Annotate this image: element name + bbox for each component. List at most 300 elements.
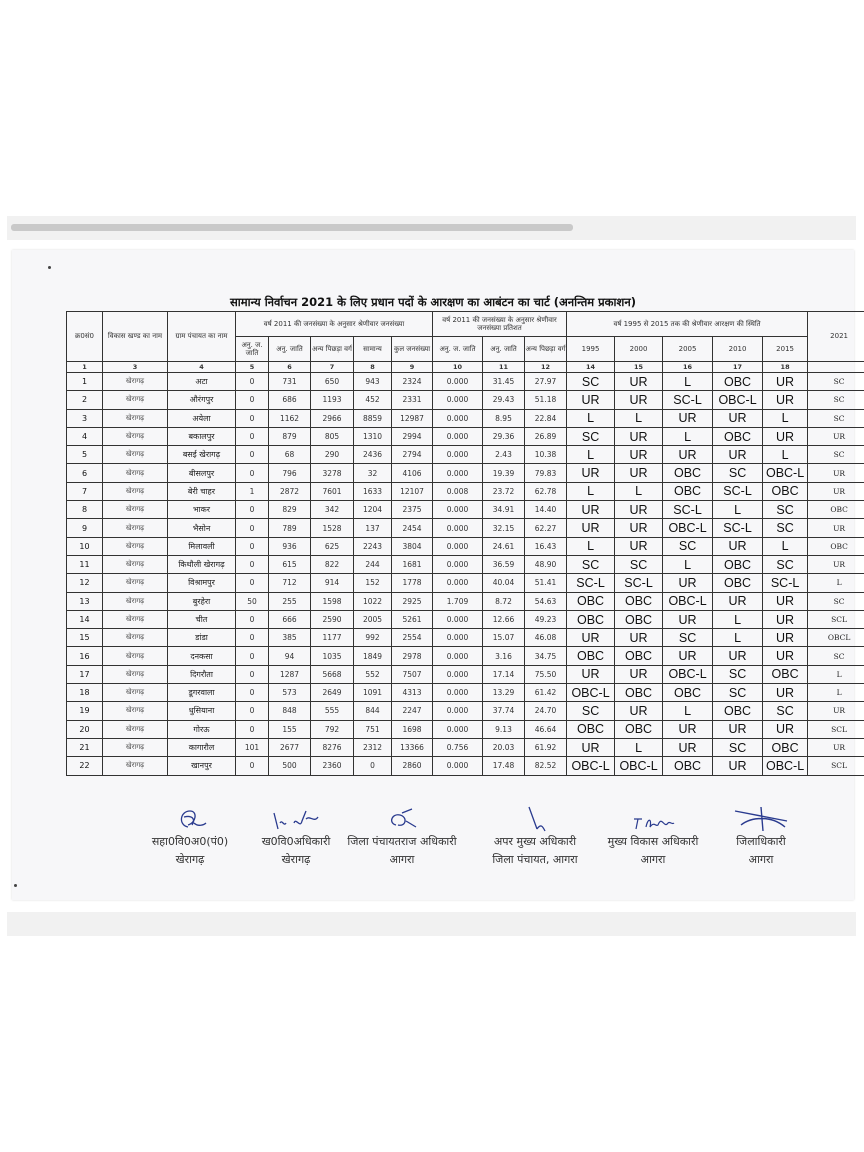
scroll-bar[interactable] xyxy=(11,224,573,231)
cell-2015: L xyxy=(763,409,808,427)
cell-gram-panchayat: किथौली खेरागढ़ xyxy=(168,555,236,573)
cell-2015: UR xyxy=(763,592,808,610)
cell-st: 0 xyxy=(236,391,269,409)
cell-sno: 22 xyxy=(67,757,103,775)
cell-gram-panchayat: डांडा xyxy=(168,629,236,647)
cell-2015: SC xyxy=(763,702,808,720)
cell-obc: 555 xyxy=(311,702,354,720)
cell-total: 3804 xyxy=(392,537,433,555)
cell-2000: OBC-L xyxy=(615,757,663,775)
cell-gram-panchayat: बसई खेरागढ़ xyxy=(168,446,236,464)
column-number: 1 xyxy=(67,362,103,373)
cell-1995: UR xyxy=(567,738,615,756)
cell-sc: 2872 xyxy=(269,482,311,500)
cell-st: 0 xyxy=(236,501,269,519)
cell-obc-pct: 14.40 xyxy=(525,501,567,519)
cell-2021: UR xyxy=(808,482,864,500)
cell-2015: SC xyxy=(763,501,808,519)
cell-2000: OBC xyxy=(615,592,663,610)
cell-total: 7507 xyxy=(392,665,433,683)
table-row xyxy=(67,610,864,628)
cell-total: 12107 xyxy=(392,482,433,500)
cell-st: 0 xyxy=(236,373,269,391)
cell-obc-pct: 26.89 xyxy=(525,427,567,445)
table-row xyxy=(67,592,864,610)
cell-obc-pct: 49.23 xyxy=(525,610,567,628)
cell-general: 32 xyxy=(354,464,392,482)
cell-sc-pct: 29.43 xyxy=(483,391,525,409)
header-sc-pct: अनु. जाति xyxy=(483,337,525,362)
cell-st-pct: 0.000 xyxy=(433,501,483,519)
cell-obc-pct: 22.84 xyxy=(525,409,567,427)
signature-1-place: खेरागढ़ xyxy=(175,853,205,867)
cell-block: खेरागढ़ xyxy=(103,684,168,702)
signature-block-3 xyxy=(338,805,466,869)
cell-obc-pct: 79.83 xyxy=(525,464,567,482)
cell-block: खेरागढ़ xyxy=(103,647,168,665)
cell-sno: 6 xyxy=(67,464,103,482)
column-number: 8 xyxy=(354,362,392,373)
header-obc-pct: अन्य पिछड़ा वर्ग xyxy=(525,337,567,362)
cell-st: 0 xyxy=(236,665,269,683)
cell-sc: 796 xyxy=(269,464,311,482)
cell-general: 452 xyxy=(354,391,392,409)
cell-2015: OBC-L xyxy=(763,757,808,775)
cell-1995: SC xyxy=(567,555,615,573)
table-row xyxy=(67,409,864,427)
cell-gram-panchayat: बुरहेरा xyxy=(168,592,236,610)
cell-2021: UR xyxy=(808,738,864,756)
cell-2005: UR xyxy=(663,647,713,665)
cell-2015: L xyxy=(763,446,808,464)
cell-2021: SC xyxy=(808,391,864,409)
cell-general: 844 xyxy=(354,702,392,720)
column-number: 3 xyxy=(103,362,168,373)
cell-1995: OBC xyxy=(567,647,615,665)
cell-obc-pct: 16.43 xyxy=(525,537,567,555)
signature-4-title: अपर मुख्य अधिकारी xyxy=(493,835,577,848)
cell-obc-pct: 61.92 xyxy=(525,738,567,756)
cell-sc-pct: 15.07 xyxy=(483,629,525,647)
cell-2005: OBC-L xyxy=(663,592,713,610)
column-number: 7 xyxy=(311,362,354,373)
signature-2-title: ख0वि0अधिकारी xyxy=(261,835,331,848)
cell-2000: UR xyxy=(615,446,663,464)
cell-2000: L xyxy=(615,738,663,756)
cell-2021: UR xyxy=(808,464,864,482)
cell-st-pct: 0.000 xyxy=(433,391,483,409)
signature-4-place: जिला पंचायत, आगरा xyxy=(492,853,578,867)
cell-sc-pct: 8.72 xyxy=(483,592,525,610)
cell-2021: SCL xyxy=(808,720,864,738)
cell-gram-panchayat: दनकसा xyxy=(168,647,236,665)
cell-1995: SC xyxy=(567,702,615,720)
cell-obc: 1177 xyxy=(311,629,354,647)
cell-st-pct: 0.000 xyxy=(433,647,483,665)
cell-total: 2925 xyxy=(392,592,433,610)
column-number: 9 xyxy=(392,362,433,373)
cell-sc: 879 xyxy=(269,427,311,445)
cell-total: 5261 xyxy=(392,610,433,628)
cell-obc: 792 xyxy=(311,720,354,738)
cell-2021: UR xyxy=(808,555,864,573)
cell-sno: 18 xyxy=(67,684,103,702)
cell-2010: OBC-L xyxy=(713,391,763,409)
cell-2010: L xyxy=(713,629,763,647)
cell-2015: OBC xyxy=(763,665,808,683)
cell-obc-pct: 24.70 xyxy=(525,702,567,720)
cell-sc: 712 xyxy=(269,574,311,592)
cell-2000: L xyxy=(615,409,663,427)
cell-obc-pct: 46.64 xyxy=(525,720,567,738)
cell-st-pct: 0.000 xyxy=(433,464,483,482)
cell-1995: OBC-L xyxy=(567,684,615,702)
cell-st-pct: 0.000 xyxy=(433,427,483,445)
cell-st: 0 xyxy=(236,757,269,775)
header-sno: क्र0सं0 xyxy=(67,312,103,362)
cell-obc: 2649 xyxy=(311,684,354,702)
cell-2021: UR xyxy=(808,702,864,720)
cell-general: 1849 xyxy=(354,647,392,665)
cell-block: खेरागढ़ xyxy=(103,446,168,464)
cell-sno: 21 xyxy=(67,738,103,756)
header-2015: 2015 xyxy=(763,337,808,362)
cell-st: 0 xyxy=(236,555,269,573)
table-row xyxy=(67,501,864,519)
signature-block-5 xyxy=(594,805,712,869)
cell-total: 2554 xyxy=(392,629,433,647)
cell-2010: UR xyxy=(713,446,763,464)
cell-st: 0 xyxy=(236,446,269,464)
cell-2010: OBC xyxy=(713,702,763,720)
cell-block: खेरागढ़ xyxy=(103,738,168,756)
cell-sno: 1 xyxy=(67,373,103,391)
column-number: 12 xyxy=(525,362,567,373)
table-row xyxy=(67,720,864,738)
header-2010: 2010 xyxy=(713,337,763,362)
cell-2000: UR xyxy=(615,702,663,720)
bottom-strip xyxy=(7,912,856,936)
column-number: 14 xyxy=(567,362,615,373)
cell-total: 2247 xyxy=(392,702,433,720)
cell-sc-pct: 20.03 xyxy=(483,738,525,756)
cell-1995: L xyxy=(567,482,615,500)
cell-st-pct: 0.000 xyxy=(433,665,483,683)
cell-general: 2243 xyxy=(354,537,392,555)
cell-1995: UR xyxy=(567,519,615,537)
cell-general: 1204 xyxy=(354,501,392,519)
cell-obc: 290 xyxy=(311,446,354,464)
table-row xyxy=(67,464,864,482)
header-gram-panchayat: ग्राम पंचायत का नाम xyxy=(168,312,236,362)
signature-1 xyxy=(170,805,210,833)
cell-2005: OBC xyxy=(663,482,713,500)
cell-2005: UR xyxy=(663,720,713,738)
cell-block: खेरागढ़ xyxy=(103,519,168,537)
table-row xyxy=(67,555,864,573)
column-number: 11 xyxy=(483,362,525,373)
cell-obc-pct: 54.63 xyxy=(525,592,567,610)
signature-4 xyxy=(515,805,555,833)
cell-general: 751 xyxy=(354,720,392,738)
header-general: सामान्य xyxy=(354,337,392,362)
cell-st: 0 xyxy=(236,519,269,537)
cell-2015: UR xyxy=(763,647,808,665)
header-st: अनु. ज. जाति xyxy=(236,337,269,362)
cell-st-pct: 0.000 xyxy=(433,574,483,592)
cell-obc: 822 xyxy=(311,555,354,573)
signature-3 xyxy=(382,805,422,833)
header-2021: 2021 xyxy=(808,312,864,362)
cell-general: 1022 xyxy=(354,592,392,610)
cell-2000: L xyxy=(615,482,663,500)
cell-st-pct: 0.000 xyxy=(433,409,483,427)
cell-2021: L xyxy=(808,574,864,592)
cell-2010: SC xyxy=(713,665,763,683)
cell-sc: 500 xyxy=(269,757,311,775)
cell-general: 1310 xyxy=(354,427,392,445)
signature-2-place: खेरागढ़ xyxy=(281,853,311,867)
cell-sc-pct: 3.16 xyxy=(483,647,525,665)
table-row xyxy=(67,702,864,720)
signature-5 xyxy=(628,805,678,833)
cell-block: खेरागढ़ xyxy=(103,482,168,500)
signature-block-4 xyxy=(480,805,590,869)
cell-2010: OBC xyxy=(713,373,763,391)
cell-general: 943 xyxy=(354,373,392,391)
signature-5-title: मुख्य विकास अधिकारी xyxy=(607,835,699,848)
cell-2010: UR xyxy=(713,720,763,738)
cell-2000: UR xyxy=(615,391,663,409)
cell-sc-pct: 40.04 xyxy=(483,574,525,592)
cell-st-pct: 0.756 xyxy=(433,738,483,756)
cell-sc-pct: 24.61 xyxy=(483,537,525,555)
cell-gram-panchayat: बेरी चाहर xyxy=(168,482,236,500)
signature-block-1 xyxy=(140,805,240,869)
cell-st: 0 xyxy=(236,427,269,445)
cell-2005: L xyxy=(663,373,713,391)
cell-sc-pct: 19.39 xyxy=(483,464,525,482)
cell-st: 0 xyxy=(236,629,269,647)
cell-sc-pct: 12.66 xyxy=(483,610,525,628)
table-row xyxy=(67,629,864,647)
cell-general: 137 xyxy=(354,519,392,537)
cell-1995: L xyxy=(567,409,615,427)
cell-1995: OBC xyxy=(567,592,615,610)
cell-total: 1778 xyxy=(392,574,433,592)
cell-2005: SC-L xyxy=(663,501,713,519)
cell-2000: SC xyxy=(615,555,663,573)
cell-block: खेरागढ़ xyxy=(103,373,168,391)
cell-st: 0 xyxy=(236,702,269,720)
cell-2000: OBC xyxy=(615,647,663,665)
table-row xyxy=(67,647,864,665)
cell-sno: 10 xyxy=(67,537,103,555)
cell-sno: 2 xyxy=(67,391,103,409)
cell-obc: 1193 xyxy=(311,391,354,409)
signature-3-place: आगरा xyxy=(389,853,415,867)
cell-sc: 155 xyxy=(269,720,311,738)
cell-sc-pct: 17.14 xyxy=(483,665,525,683)
cell-sc: 936 xyxy=(269,537,311,555)
cell-2010: UR xyxy=(713,757,763,775)
cell-gram-panchayat: खानपुर xyxy=(168,757,236,775)
cell-gram-panchayat: दिगरौता xyxy=(168,665,236,683)
cell-obc: 8276 xyxy=(311,738,354,756)
cell-sc: 1287 xyxy=(269,665,311,683)
header-reservation-group: वर्ष 1995 से 2015 तक की श्रेणीवार आरक्षण की स्थिति xyxy=(567,312,808,337)
column-number: 6 xyxy=(269,362,311,373)
cell-1995: UR xyxy=(567,391,615,409)
cell-sc-pct: 32.15 xyxy=(483,519,525,537)
cell-total: 2794 xyxy=(392,446,433,464)
cell-block: खेरागढ़ xyxy=(103,555,168,573)
cell-2015: UR xyxy=(763,720,808,738)
cell-sc-pct: 37.74 xyxy=(483,702,525,720)
column-number: 16 xyxy=(663,362,713,373)
cell-block: खेरागढ़ xyxy=(103,702,168,720)
cell-2005: OBC-L xyxy=(663,519,713,537)
cell-st: 0 xyxy=(236,720,269,738)
cell-general: 244 xyxy=(354,555,392,573)
cell-sno: 11 xyxy=(67,555,103,573)
table-row xyxy=(67,738,864,756)
cell-st-pct: 0.000 xyxy=(433,757,483,775)
cell-1995: SC-L xyxy=(567,574,615,592)
cell-st-pct: 0.000 xyxy=(433,610,483,628)
cell-obc: 625 xyxy=(311,537,354,555)
cell-sno: 3 xyxy=(67,409,103,427)
cell-obc: 342 xyxy=(311,501,354,519)
header-st-pct: अनु. ज. जाति xyxy=(433,337,483,362)
cell-total: 1698 xyxy=(392,720,433,738)
cell-st: 50 xyxy=(236,592,269,610)
cell-2005: OBC-L xyxy=(663,665,713,683)
signature-6 xyxy=(731,805,791,833)
cell-2005: SC-L xyxy=(663,391,713,409)
cell-general: 8859 xyxy=(354,409,392,427)
cell-st: 0 xyxy=(236,537,269,555)
cell-1995: OBC xyxy=(567,720,615,738)
cell-sno: 15 xyxy=(67,629,103,647)
cell-2010: SC-L xyxy=(713,482,763,500)
cell-2010: OBC xyxy=(713,555,763,573)
signature-block-2 xyxy=(248,805,344,869)
cell-sno: 16 xyxy=(67,647,103,665)
cell-2010: SC-L xyxy=(713,519,763,537)
cell-2021: SC xyxy=(808,592,864,610)
cell-gram-panchayat: धुसियाना xyxy=(168,702,236,720)
cell-1995: SC xyxy=(567,373,615,391)
cell-block: खेरागढ़ xyxy=(103,629,168,647)
cell-2005: UR xyxy=(663,574,713,592)
cell-general: 0 xyxy=(354,757,392,775)
cell-sc-pct: 2.43 xyxy=(483,446,525,464)
cell-sc: 686 xyxy=(269,391,311,409)
cell-2010: UR xyxy=(713,647,763,665)
cell-sc: 789 xyxy=(269,519,311,537)
cell-sc: 94 xyxy=(269,647,311,665)
cell-st: 0 xyxy=(236,684,269,702)
cell-general: 552 xyxy=(354,665,392,683)
cell-block: खेरागढ़ xyxy=(103,592,168,610)
cell-2010: SC xyxy=(713,464,763,482)
signature-1-title: सहा0वि0अ0(पं0) xyxy=(151,835,229,848)
cell-2005: SC xyxy=(663,629,713,647)
header-obc: अन्य पिछड़ा वर्ग xyxy=(311,337,354,362)
cell-gram-panchayat: चीत xyxy=(168,610,236,628)
cell-gram-panchayat: औरंगपुर xyxy=(168,391,236,409)
cell-2000: UR xyxy=(615,427,663,445)
cell-2010: UR xyxy=(713,537,763,555)
header-percentage-group: वर्ष 2011 की जनसंख्या के अनुसार श्रेणीवार जनसंख्या प्रतिशत xyxy=(433,312,567,337)
signature-6-place: आगरा xyxy=(748,853,774,867)
cell-gram-panchayat: गोरऊ xyxy=(168,720,236,738)
cell-gram-panchayat: भाकर xyxy=(168,501,236,519)
cell-block: खेरागढ़ xyxy=(103,409,168,427)
cell-obc: 650 xyxy=(311,373,354,391)
cell-general: 1091 xyxy=(354,684,392,702)
cell-obc-pct: 61.42 xyxy=(525,684,567,702)
cell-2000: UR xyxy=(615,537,663,555)
cell-obc-pct: 10.38 xyxy=(525,446,567,464)
cell-2000: UR xyxy=(615,629,663,647)
header-population-group: वर्ष 2011 की जनसंख्या के अनुसार श्रेणीवार जनसंख्या xyxy=(236,312,433,337)
cell-total: 2994 xyxy=(392,427,433,445)
cell-block: खेरागढ़ xyxy=(103,665,168,683)
cell-st-pct: 0.000 xyxy=(433,537,483,555)
cell-sc-pct: 17.48 xyxy=(483,757,525,775)
cell-2005: L xyxy=(663,702,713,720)
column-number: 18 xyxy=(763,362,808,373)
cell-obc-pct: 34.75 xyxy=(525,647,567,665)
cell-block: खेरागढ़ xyxy=(103,610,168,628)
cell-block: खेरागढ़ xyxy=(103,757,168,775)
cell-sc: 666 xyxy=(269,610,311,628)
cell-sno: 5 xyxy=(67,446,103,464)
cell-block: खेरागढ़ xyxy=(103,501,168,519)
signature-3-title: जिला पंचायतराज अधिकारी xyxy=(347,835,457,848)
cell-gram-panchayat: कागारौल xyxy=(168,738,236,756)
cell-2000: SC-L xyxy=(615,574,663,592)
cell-2005: UR xyxy=(663,738,713,756)
cell-2015: UR xyxy=(763,391,808,409)
cell-2015: OBC xyxy=(763,482,808,500)
table-row xyxy=(67,684,864,702)
cell-general: 1633 xyxy=(354,482,392,500)
scan-speck xyxy=(14,884,17,887)
cell-2015: SC xyxy=(763,519,808,537)
cell-2021: OBCL xyxy=(808,629,864,647)
cell-sno: 13 xyxy=(67,592,103,610)
cell-2005: OBC xyxy=(663,464,713,482)
cell-st-pct: 0.000 xyxy=(433,373,483,391)
cell-obc: 3278 xyxy=(311,464,354,482)
cell-2015: UR xyxy=(763,373,808,391)
cell-general: 992 xyxy=(354,629,392,647)
cell-st-pct: 1.709 xyxy=(433,592,483,610)
cell-obc: 914 xyxy=(311,574,354,592)
cell-obc: 805 xyxy=(311,427,354,445)
cell-2021: L xyxy=(808,684,864,702)
cell-2015: L xyxy=(763,537,808,555)
cell-sc: 255 xyxy=(269,592,311,610)
cell-2000: UR xyxy=(615,665,663,683)
cell-sc-pct: 13.29 xyxy=(483,684,525,702)
cell-st: 0 xyxy=(236,464,269,482)
cell-sno: 4 xyxy=(67,427,103,445)
cell-2015: UR xyxy=(763,629,808,647)
